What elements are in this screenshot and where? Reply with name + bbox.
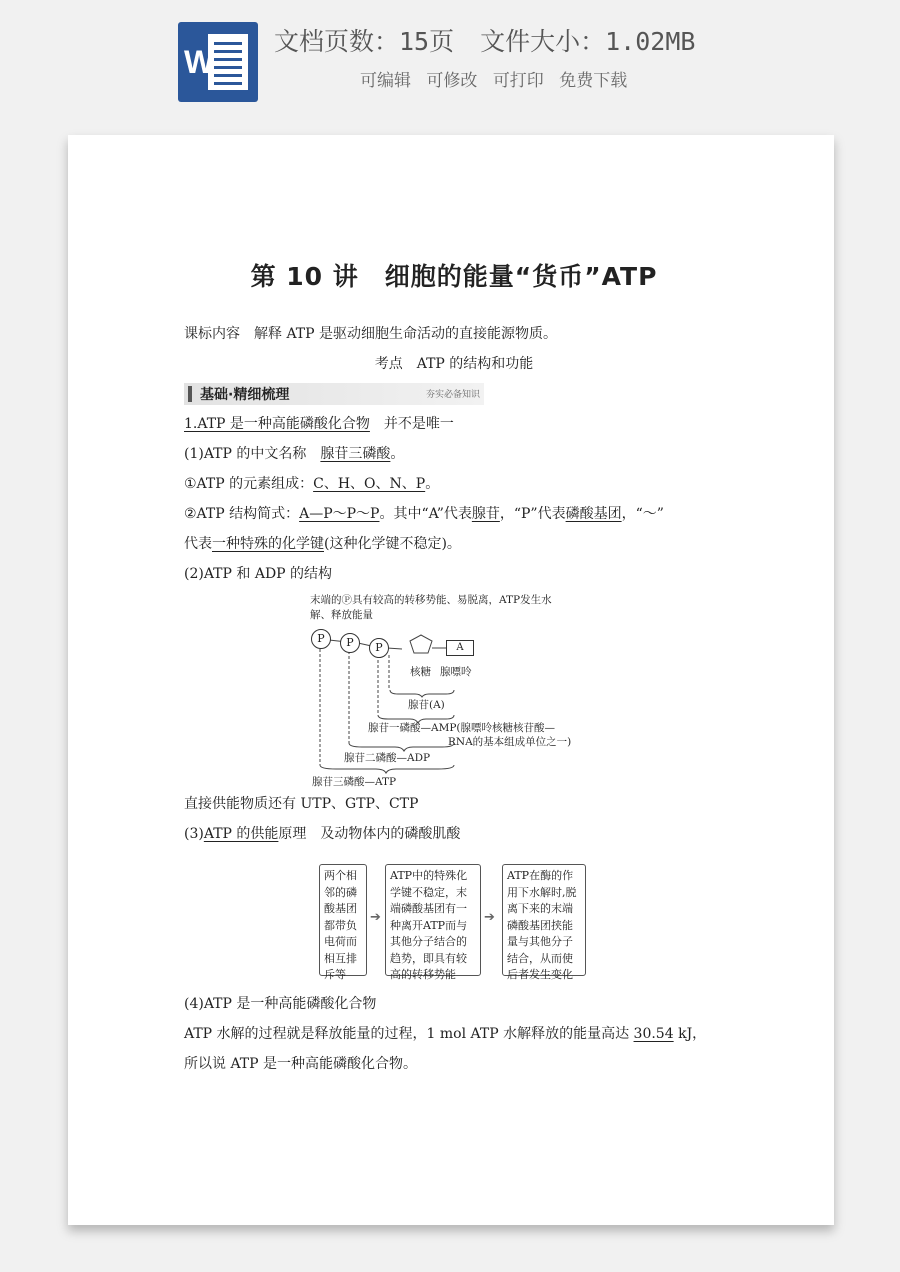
point-1-3-note: 及动物体内的磷酸肌酸 bbox=[320, 826, 461, 842]
point-1-1-suffix: 。 bbox=[390, 446, 405, 462]
topic-heading: 考点 ATP 的结构和功能 bbox=[374, 356, 534, 372]
flow-box-2 bbox=[385, 864, 481, 981]
atp-structure-diagram bbox=[310, 593, 610, 793]
energy-value: 30.54 bbox=[633, 1026, 674, 1042]
flow-box-2-line: 端磷酸基团有一 bbox=[390, 902, 467, 915]
point-1-1 bbox=[184, 444, 404, 464]
flow-arrow-2: ➔ bbox=[484, 910, 495, 925]
energy-release-line-2: 所以说 ATP 是一种高能磷酸化合物。 bbox=[184, 1056, 418, 1072]
flow-box-1 bbox=[319, 864, 367, 981]
structure-mid1: 。其中“A”代表 bbox=[379, 506, 472, 522]
flow-box-2-line: 趋势，即具有较 bbox=[390, 951, 467, 965]
adp-label bbox=[344, 751, 430, 765]
section-label: 基础·精细梳理 bbox=[200, 387, 290, 403]
flow-box-2-line: 种离开ATP而与 bbox=[390, 918, 468, 932]
elements-answer: C、H、O、N、P bbox=[313, 476, 426, 492]
page-count: 文档页数：15页 bbox=[274, 27, 455, 56]
amp-description-2: RNA的基本组成单位之一) bbox=[448, 736, 572, 748]
elements-suffix: 。 bbox=[425, 476, 440, 492]
flow-box-3 bbox=[502, 864, 586, 981]
energy-line-suffix: kJ， bbox=[673, 1026, 707, 1042]
bond-suffix: (这种化学键不稳定)。 bbox=[324, 536, 461, 552]
flow-box-3-line: 量与其他分子 bbox=[507, 935, 573, 948]
adenine-box: A bbox=[446, 640, 474, 656]
amp-name: 腺苷一磷酸 bbox=[368, 722, 421, 734]
feature-editable: 可编辑 bbox=[360, 71, 411, 91]
bond-line bbox=[184, 534, 461, 554]
flow-box-1-line: 电荷而 bbox=[324, 935, 357, 948]
curriculum-standard: 课标内容 解释 ATP 是驱动细胞生命活动的直接能源物质。 bbox=[184, 326, 558, 342]
point-1-2: (2)ATP 和 ADP 的结构 bbox=[184, 566, 333, 582]
feature-free-download: 免费下载 bbox=[559, 71, 628, 91]
file-meta bbox=[274, 22, 754, 58]
point-1-4: (4)ATP 是一种高能磷酸化合物 bbox=[184, 996, 377, 1012]
phosphate-circle-2: P bbox=[340, 633, 360, 653]
file-size: 文件大小：1.02MB bbox=[480, 27, 696, 56]
flow-box-1-line: 都带负 bbox=[324, 918, 357, 932]
element-composition bbox=[184, 474, 439, 494]
flow-box-3-line: 离下来的末端 bbox=[507, 902, 573, 915]
flow-box-2-line: ATP中的特殊化 bbox=[390, 869, 468, 882]
amp-description-1: —AMP(腺嘌呤核糖核苷酸— bbox=[420, 722, 555, 734]
terminal-p-note-1: 末端的Ⓟ具有较高的转移势能、易脱离，ATP发生水 bbox=[310, 594, 552, 606]
point-1-main: 1.ATP 是一种高能磷酸化合物 bbox=[184, 416, 370, 432]
flow-box-1-line: 邻的磷 bbox=[324, 885, 357, 899]
other-energy-carriers: 直接供能物质还有 UTP、GTP、CTP bbox=[184, 796, 419, 812]
section-sublabel: 夯实必备知识 bbox=[425, 390, 480, 400]
flow-box-2-line: 高的转移势能 bbox=[390, 968, 456, 981]
flow-box-3-line: 后者发生变化 bbox=[507, 968, 573, 981]
flow-box-3-line: 磷酸基团挟能 bbox=[507, 918, 573, 932]
adp-name: 腺苷二磷酸 bbox=[344, 752, 397, 764]
atp-name: 腺苷三磷酸 bbox=[312, 776, 365, 788]
document-page bbox=[68, 135, 834, 1225]
structure-mid3: ，“～” bbox=[621, 506, 664, 522]
p-meaning: 磷酸基团 bbox=[565, 506, 622, 522]
phosphate-circle-3: P bbox=[369, 638, 389, 658]
terminal-p-note-2: 解、释放能量 bbox=[310, 609, 373, 621]
point-1 bbox=[184, 414, 454, 434]
flow-box-3-line: 结合，从而使 bbox=[507, 951, 573, 965]
flow-box-3-line: ATP在酶的作 bbox=[507, 869, 574, 882]
page-title: 第 10 讲 细胞的能量“货币”ATP bbox=[250, 262, 658, 291]
flow-box-1-line: 酸基团 bbox=[324, 902, 357, 915]
elements-prefix: ①ATP 的元素组成： bbox=[184, 476, 314, 492]
flow-box-2-line: 其他分子结合的 bbox=[390, 935, 467, 948]
flow-arrow-1: ➔ bbox=[370, 910, 381, 925]
phosphate-circle-1: P bbox=[311, 629, 331, 649]
amp-label bbox=[368, 721, 555, 735]
feature-modifiable: 可修改 bbox=[426, 71, 478, 91]
point-1-3-suffix: 原理 bbox=[278, 826, 307, 842]
chinese-name-answer: 腺苷三磷酸 bbox=[320, 446, 391, 462]
point-1-3-prefix: (3) bbox=[184, 826, 204, 842]
section-bar bbox=[184, 383, 484, 405]
point-1-3 bbox=[184, 824, 460, 844]
a-meaning: 腺苷 bbox=[471, 506, 500, 522]
structure-mid2: ，“P”代表 bbox=[499, 506, 566, 522]
flow-box-2-line: 学键不稳定，末 bbox=[390, 885, 467, 899]
bond-prefix: 代表 bbox=[184, 536, 212, 552]
atp-label bbox=[312, 775, 396, 789]
download-banner bbox=[0, 0, 900, 130]
point-1-3-underlined: ATP 的供能 bbox=[203, 826, 279, 842]
ribose-label: 核糖 bbox=[410, 666, 431, 678]
bond-answer: 一种特殊的化学键 bbox=[212, 536, 324, 552]
feature-list bbox=[360, 66, 637, 91]
section-marker bbox=[188, 386, 192, 402]
feature-printable: 可打印 bbox=[492, 71, 544, 91]
structure-prefix: ②ATP 结构简式： bbox=[184, 506, 300, 522]
atp-description: —ATP bbox=[364, 776, 397, 788]
energy-line-prefix: ATP 水解的过程就是释放能量的过程，1 mol ATP 水解释放的能量高达 bbox=[184, 1026, 634, 1042]
point-1-1-prefix: (1)ATP 的中文名称 bbox=[184, 446, 321, 462]
flow-box-1-line: 相互排 bbox=[324, 951, 357, 965]
structure-formula-line bbox=[184, 504, 664, 524]
word-document-icon: W bbox=[178, 22, 258, 102]
flow-box-3-line: 用下水解时,脱 bbox=[507, 885, 577, 899]
adenine-label: 腺嘌呤 bbox=[440, 666, 472, 678]
point-1-note: 并不是唯一 bbox=[383, 416, 454, 432]
flow-box-1-line: 斥等 bbox=[324, 968, 346, 981]
energy-release-line-1 bbox=[184, 1024, 706, 1044]
flow-box-1-line: 两个相 bbox=[324, 869, 357, 882]
structure-formula: A—P～P～P bbox=[299, 506, 380, 522]
adenosine-label: 腺苷(A) bbox=[408, 699, 445, 711]
adp-description: —ADP bbox=[396, 752, 431, 764]
